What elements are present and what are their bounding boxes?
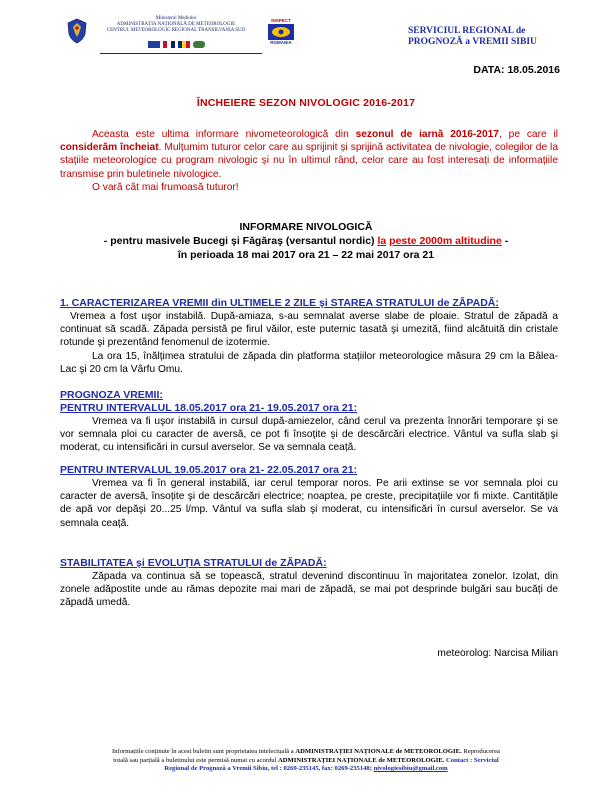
section-heading-stability: STABILITATEA şi EVOLUȚIA STRATULUI de ZĂPADĂ: bbox=[60, 557, 327, 569]
intro-wish: O vară cât mai frumoasă tuturor! bbox=[92, 181, 239, 193]
section-heading-forecast: PROGNOZA VREMII: bbox=[60, 389, 163, 401]
paragraph: Zăpada va continua să se topească, stratul devenind discontinuu în majoritatea zonelor. Izolat, din zonele adăpostite unde au rămas depozite mai mari de zăpadă, se mai pot desprinde bulgări sau bucăți de zăpadă umedă. bbox=[60, 571, 558, 609]
informare-title: INFORMARE NIVOLOGICĂ bbox=[239, 221, 373, 233]
intro-closed-text: considerăm încheiat bbox=[60, 142, 159, 154]
service-line: SERVICIUL REGIONAL de bbox=[408, 26, 526, 36]
section-heading-weather-snow: 1. CARACTERIZAREA VREMII din ULTIMELE 2 ZILE şi STAREA STRATULUI de ZĂPADĂ: bbox=[60, 297, 499, 309]
footer-text: Informațiile conținute în acest buletin sunt proprietatea intelectuală a bbox=[112, 748, 296, 755]
bulletin-date: DATA: 18.05.2016 bbox=[473, 64, 560, 76]
institution-line: Ministerul Mediului bbox=[155, 16, 197, 21]
interval-text-1 bbox=[60, 415, 558, 455]
footer-institution: ADMINISTRAȚIEI NAȚIONALE de METEOROLOGIE. bbox=[295, 748, 462, 755]
partner-logo-right bbox=[268, 18, 294, 50]
partner-logo-bottom-text: ROMANIA bbox=[270, 40, 292, 45]
intro-block bbox=[60, 128, 558, 194]
program-logo-icon bbox=[193, 41, 205, 48]
paragraph: Vremea va fi uşor instabilă in cursul după-amiezelor, când cerul va prezenta înnorări temporare şi se vor semnala ploi cu caracter de aversă, ce pot fi însoțite şi de descărcări electrice. Vântul va sufla slab şi moderat, cu intensificări in cursul averselor. Se va semnala ceață. bbox=[60, 416, 558, 454]
footer-email-link[interactable]: nivologiesibiu@gmail.com bbox=[373, 765, 448, 773]
informare-period: în perioada 18 mai 2017 ora 21 – 22 mai 2017 ora 21 bbox=[177, 248, 435, 261]
partner-logos bbox=[148, 41, 208, 48]
intro-text: , pe care il bbox=[498, 129, 559, 140]
page-title: ÎNCHEIERE SEZON NIVOLOGIC 2016-2017 bbox=[196, 97, 416, 109]
informare-altitude: peste 2000m altitudine bbox=[389, 235, 502, 247]
meteorologist-signature: meteorolog: Narcisa Milian bbox=[437, 648, 558, 659]
intro-text: . Mulțumim tuturor celor care au sprijinit și sprijină activitatea de nivologie, colegilor de la stațiile meteorologice cu program nivologic și nu în ultimul rând, celor care au fost interesați de informațiile transmise prin buletinele nivologice. bbox=[60, 142, 558, 180]
service-line: PROGNOZĂ a VREMII SIBIU bbox=[408, 37, 537, 47]
paragraph: La ora 15, înălțimea stratului de zăpada din platforma stațiilor meteorologice măsura 29 cm la Bâlea-Lac şi 20 cm la Vârfu Omu. bbox=[60, 350, 558, 375]
interval-heading-2: PENTRU INTERVALUL 19.05.2017 ora 21- 22.05.2017 ora 21: bbox=[60, 464, 358, 476]
informare-altitude-prefix: la bbox=[377, 235, 387, 247]
footer-contact-details: Regional de Prognoză a Vremii Sibiu, tel : 0269-235145, fax: 0269-235148; bbox=[164, 765, 374, 773]
paragraph: Vremea a fost uşor instabilă. După-amiaza, s-au semnalat averse slabe de ploaie. Stratul de zăpadă a continuat să scadă. Zăpada persistă pe firul văilor, este puternic tasată şi umezită, fiind alcătuită din cristale rotunde şi prezentând fenomenul de izotermie. bbox=[60, 311, 558, 349]
coat-of-arms-icon bbox=[66, 18, 88, 44]
partner-logo-top-text: INSPECT bbox=[271, 18, 291, 23]
header-rule bbox=[100, 53, 262, 54]
institution-header bbox=[96, 16, 256, 35]
intro-text: Aceasta este ultima informare nivometeorologică din bbox=[92, 129, 356, 140]
uk-flag-icon bbox=[163, 41, 175, 48]
institution-line: CENTRUL METEOROLOGIC REGIONAL TRANSILVANIA SUD bbox=[106, 28, 246, 34]
footer-text: Reproducerea bbox=[461, 748, 500, 755]
interval-heading-1: PENTRU INTERVALUL 18.05.2017 ora 21- 19.05.2017 ora 21: bbox=[60, 402, 358, 414]
footer-contact-label: Contact : Serviciul bbox=[444, 756, 499, 764]
informare-subtitle-end: - bbox=[501, 235, 509, 247]
ro-flag-icon bbox=[178, 41, 190, 48]
footer-notice bbox=[56, 748, 556, 774]
interval-text-2 bbox=[60, 477, 558, 530]
intro-season-text: sezonul de iarnă 2016-2017 bbox=[355, 129, 499, 140]
intro-paragraph bbox=[60, 128, 558, 181]
eu-flag-icon bbox=[148, 41, 160, 48]
footer-text: totală sau parțială a buletinului este permisă numai cu acordul bbox=[113, 756, 279, 764]
stability-text bbox=[60, 570, 558, 610]
eye-icon bbox=[268, 24, 294, 40]
informare-subtitle-text: - pentru masivele Bucegi şi Făgăraş (versantul nordic) bbox=[103, 235, 378, 247]
institution-line: ADMINISTRAȚIA NAȚIONALĂ DE METEOROLOGIE bbox=[116, 22, 236, 28]
section-weather-snow-text bbox=[60, 310, 558, 376]
informare-subtitle bbox=[0, 235, 612, 262]
footer-institution: ADMINISTRAȚIEI NAȚIONALE de METEOROLOGIE. bbox=[278, 756, 445, 764]
paragraph: Vremea va fi în general instabilă, iar cerul temporar noros. Pe arii extinse se vor semnala ploi cu caracter de aversă, însoțite şi de descărcări electrice; noaptea, pe creste, precipitațiile vor fi mixte. Cantitățile de apă vor depăşi 20...25 l/mp. Vântul va sufla slab şi moderat, cu intensificări în cursul averselor. Se va semnala ceață. bbox=[60, 478, 558, 529]
regional-service-name bbox=[408, 26, 568, 48]
